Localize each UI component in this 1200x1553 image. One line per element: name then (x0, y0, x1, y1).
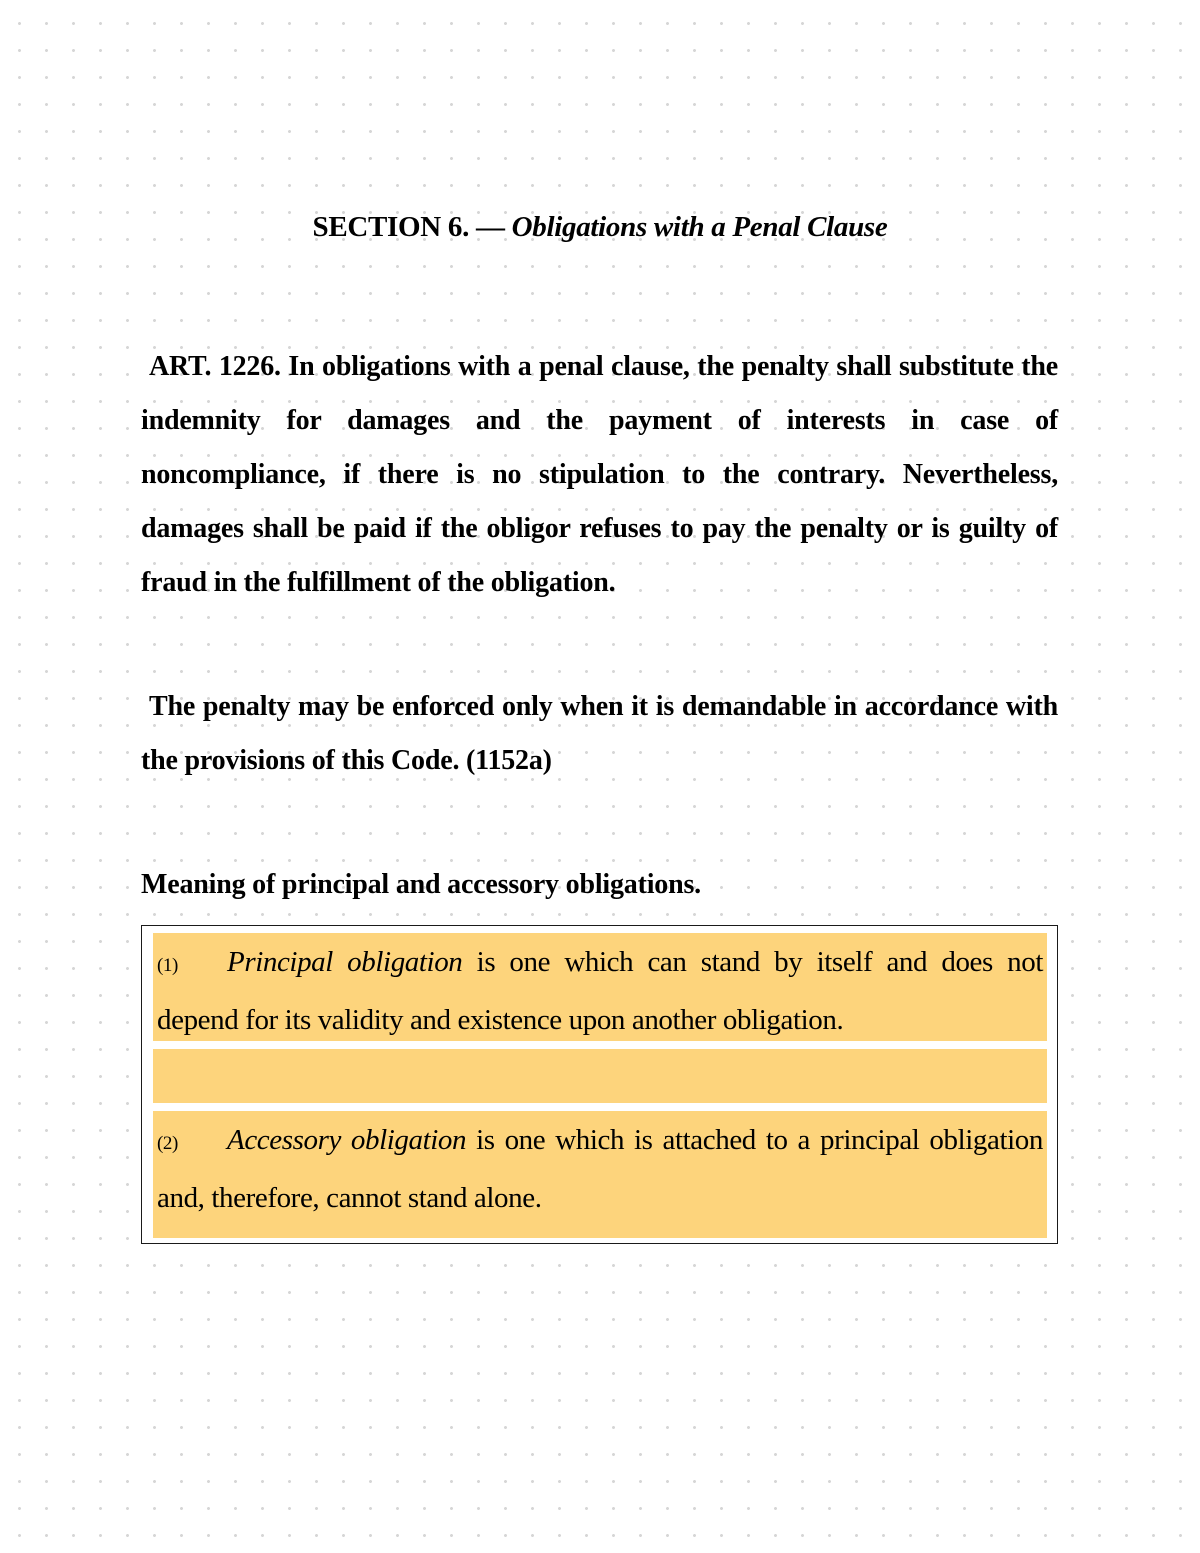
definition-body: is one which can stand by itself and does not depend for its validity and existence upon another obligation. (157, 946, 1044, 1036)
article-paragraph-1: ART. 1226. In obligations with a penal clause, the penalty shall substitute the indemnity for damages and the payment of interests in case of noncompliance, if there is no stipulation to the contrary. Nevertheless, damages shall be paid if the obligor refuses to pay the penalty or is guilty of fraud in the fulfillment of the obligation. (141, 351, 1058, 598)
definition-principal (153, 933, 1047, 1041)
definitions-box (141, 925, 1058, 1244)
definition-term: Principal obligation (227, 946, 463, 978)
definition-term: Accessory obligation (227, 1124, 467, 1156)
section-subtitle: Obligations with a Penal Clause (511, 211, 888, 243)
section-title (0, 205, 1200, 249)
definition-principal-text (157, 935, 1043, 1047)
definition-spacer-row (153, 1049, 1047, 1103)
definition-number: (1) (157, 955, 178, 976)
article-paragraph-2: The penalty may be enforced only when it is demandable in accordance with the provisions of this Code. (1152a) (141, 691, 1058, 776)
definition-body: is one which is attached to a principal obligation and, therefore, cannot stand alone. (157, 1124, 1043, 1214)
meaning-heading: Meaning of principal and accessory obligations. (141, 869, 701, 900)
section-prefix: SECTION 6. — (312, 211, 512, 243)
definition-number: (2) (157, 1133, 178, 1154)
definition-accessory (153, 1111, 1047, 1238)
definition-accessory-text (157, 1113, 1043, 1225)
